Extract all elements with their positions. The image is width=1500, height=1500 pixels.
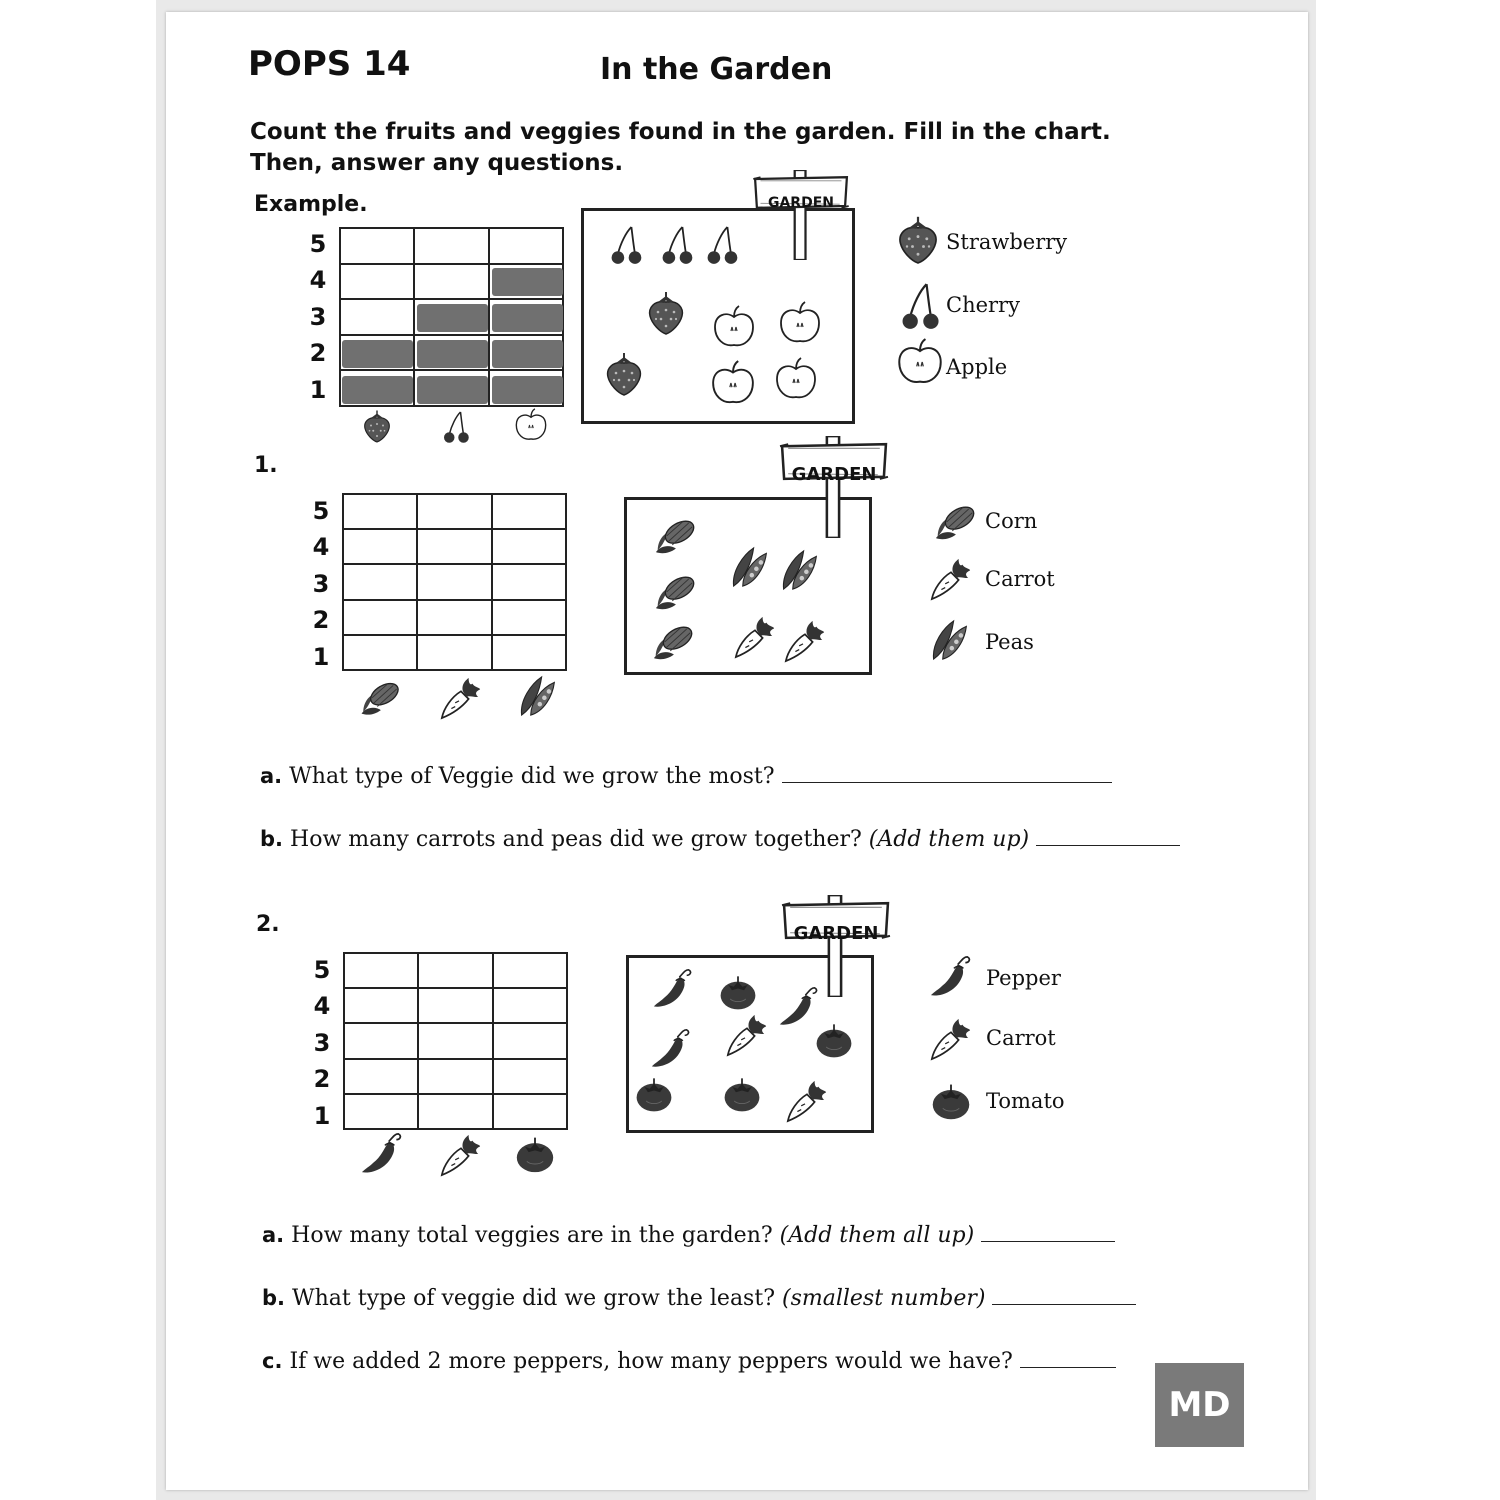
question-2b	[262, 1286, 1136, 1311]
y-label: 4	[312, 533, 330, 561]
peas-icon	[780, 548, 820, 592]
y-label: 3	[312, 570, 330, 598]
carrot-icon	[928, 556, 972, 602]
question-text: What type of Veggie did we grow the most?	[289, 764, 775, 789]
question-text: How many carrots and peas did we grow together?	[290, 827, 862, 852]
peas-icon	[930, 618, 970, 662]
corn-icon	[652, 570, 698, 610]
corn-icon	[932, 500, 978, 540]
y-label: 1	[309, 376, 327, 404]
worksheet-code: POPS 14	[248, 44, 411, 84]
chart-bar-cell	[342, 376, 413, 404]
carrot-icon	[782, 618, 826, 664]
question-1a	[260, 764, 1112, 789]
answer-blank-2b[interactable]	[992, 1286, 1136, 1305]
y-label: 2	[312, 606, 330, 634]
question-text: How many total veggies are in the garden?	[291, 1223, 773, 1248]
y-label: 5	[312, 497, 330, 525]
legend-tomato: Tomato	[986, 1089, 1065, 1113]
instruction-line-2: Then, answer any questions.	[250, 150, 624, 176]
garden-sign-icon	[780, 895, 892, 997]
cherry-icon	[659, 222, 695, 268]
tomato-icon	[930, 1080, 972, 1122]
tomato-icon	[634, 1074, 674, 1114]
question-2c	[262, 1349, 1116, 1374]
pepper-icon	[928, 955, 974, 999]
garden-sign-label: GARDEN	[793, 923, 879, 944]
y-label: 5	[309, 230, 327, 258]
question-2a	[262, 1223, 1115, 1248]
legend-cherry: Cherry	[946, 293, 1020, 317]
apple-icon	[514, 408, 548, 442]
y-label: 2	[309, 339, 327, 367]
chart-bar-cell	[417, 304, 488, 332]
strawberry-icon	[362, 410, 392, 444]
apple-icon	[712, 305, 756, 349]
carrot-icon	[438, 1132, 482, 1178]
carrot-icon	[732, 614, 776, 660]
garden-sign-icon	[750, 170, 852, 260]
legend-corn: Corn	[985, 509, 1038, 533]
question-hint: (smallest number)	[781, 1286, 986, 1311]
y-label: 1	[312, 643, 330, 671]
carrot-icon	[784, 1078, 828, 1124]
chart-bar-cell	[342, 340, 413, 368]
chart-bar-cell	[492, 376, 563, 404]
apple-icon	[710, 360, 756, 406]
example-heading: Example.	[254, 192, 368, 217]
tomato-icon	[718, 972, 758, 1012]
question-text: What type of veggie did we grow the least?	[292, 1286, 775, 1311]
strawberry-icon	[646, 290, 686, 338]
tomato-icon	[722, 1074, 762, 1114]
strawberry-icon	[896, 212, 940, 270]
cherry-icon	[704, 222, 740, 268]
question-letter: b.	[260, 827, 284, 851]
y-label: 1	[313, 1102, 331, 1130]
y-label: 3	[309, 303, 327, 331]
y-label: 5	[313, 956, 331, 984]
chart-bar-cell	[417, 376, 488, 404]
cherry-icon	[608, 222, 644, 268]
corn-icon	[650, 620, 696, 660]
chart-bar-cell	[492, 268, 563, 296]
garden-sign-label: GARDEN	[767, 195, 834, 211]
pepper-icon	[650, 968, 696, 1010]
section-1-number: 1.	[254, 453, 278, 478]
apple-icon	[774, 356, 818, 402]
worksheet-title: In the Garden	[600, 52, 833, 87]
chart-bar-cell	[492, 304, 563, 332]
pepper-icon	[360, 1132, 404, 1176]
y-label: 2	[313, 1065, 331, 1093]
tomato-icon	[514, 1134, 556, 1174]
answer-blank-1a[interactable]	[782, 764, 1112, 783]
legend-carrot: Carrot	[986, 1026, 1056, 1050]
answer-blank-2a[interactable]	[981, 1223, 1115, 1242]
garden-sign-icon	[778, 436, 890, 538]
question-letter: a.	[260, 764, 283, 788]
cherry-icon	[441, 410, 471, 444]
question-hint: (Add them up)	[868, 827, 1030, 852]
corn-icon	[652, 514, 698, 554]
legend-pepper: Pepper	[986, 966, 1061, 990]
section-2-chart-grid[interactable]	[343, 952, 568, 1130]
garden-sign-label: GARDEN	[791, 464, 877, 485]
example-bar-chart	[339, 227, 564, 407]
tomato-icon	[814, 1020, 854, 1060]
legend-apple: Apple	[946, 355, 1008, 379]
legend-carrot: Carrot	[985, 567, 1055, 591]
strawberry-icon	[604, 350, 644, 400]
chart-bar-cell	[417, 340, 488, 368]
apple-icon	[778, 300, 822, 346]
answer-blank-2c[interactable]	[1020, 1349, 1116, 1368]
carrot-icon	[928, 1016, 972, 1062]
y-label: 4	[313, 992, 331, 1020]
corn-icon	[358, 676, 402, 716]
answer-blank-1b[interactable]	[1036, 827, 1180, 846]
carrot-icon	[438, 676, 482, 720]
legend-strawberry: Strawberry	[946, 230, 1068, 254]
question-letter: a.	[262, 1223, 285, 1247]
apple-icon	[896, 336, 944, 388]
pepper-icon	[648, 1028, 694, 1070]
section-1-chart-grid[interactable]	[342, 493, 567, 671]
question-letter: c.	[262, 1349, 283, 1373]
instructions	[250, 117, 1111, 179]
instruction-line-1: Count the fruits and veggies found in the garden. Fill in the chart.	[250, 119, 1111, 145]
question-letter: b.	[262, 1286, 286, 1310]
section-2-number: 2.	[256, 912, 280, 937]
y-label: 4	[309, 266, 327, 294]
carrot-icon	[724, 1012, 768, 1058]
question-1b	[260, 827, 1180, 852]
chart-bar-cell	[492, 340, 563, 368]
legend-peas: Peas	[985, 630, 1034, 654]
cherry-icon	[898, 282, 942, 330]
question-hint: (Add them all up)	[779, 1223, 975, 1248]
peas-icon	[730, 545, 770, 589]
y-label: 3	[313, 1029, 331, 1057]
peas-icon	[518, 674, 558, 718]
md-badge: MD	[1155, 1363, 1244, 1447]
question-text: If we added 2 more peppers, how many peppers would we have?	[289, 1349, 1013, 1374]
